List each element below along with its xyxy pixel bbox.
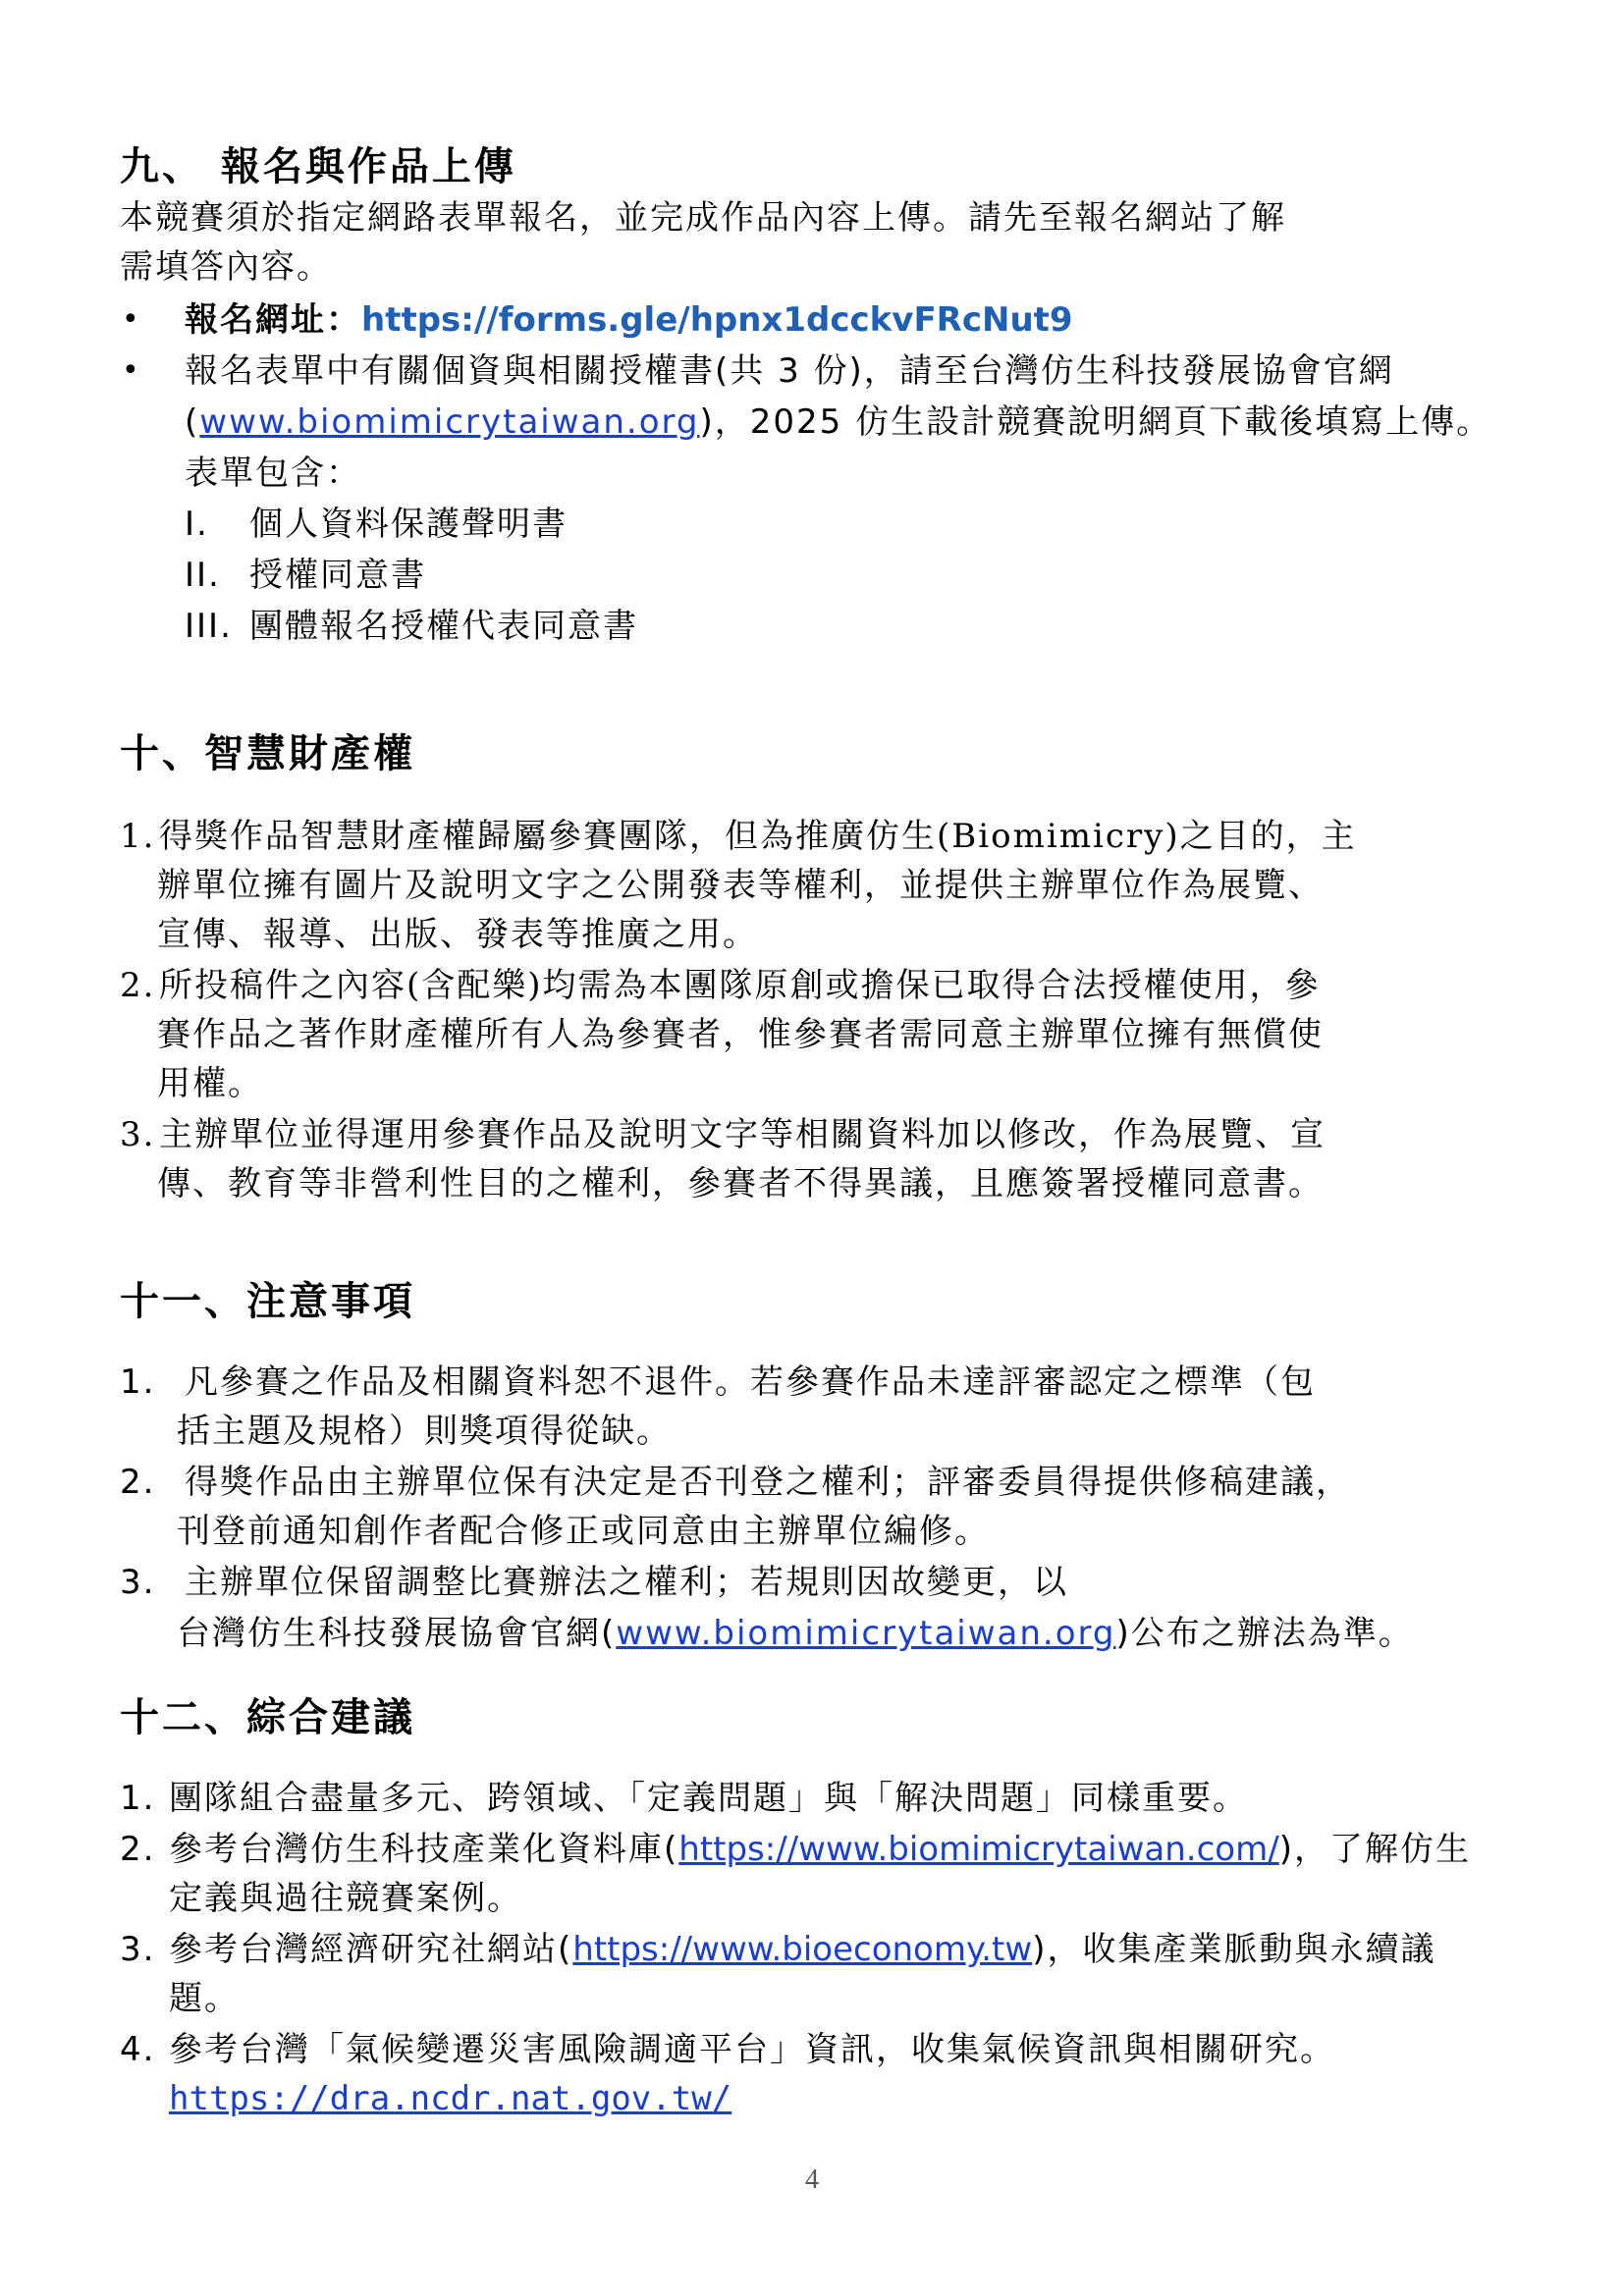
- notice-item-text: )公布之辦法為準。: [1115, 1614, 1414, 1653]
- notice-item-text: 凡參賽之作品及相關資料恕不退件。若參賽作品未達評審認定之標準（包: [185, 1362, 1316, 1402]
- signup-form-link[interactable]: https://forms.gle/hpnx1dcckvFRcNut9: [361, 300, 1073, 340]
- forms-included-label: 表單包含：: [185, 454, 361, 493]
- association-website-link[interactable]: www.biomimicrytaiwan.org: [616, 1614, 1116, 1653]
- list-number: 2.: [120, 1463, 156, 1502]
- bioeconomy-website-link[interactable]: https://www.bioeconomy.tw: [572, 1930, 1033, 1969]
- advice-item-2-line-2: 定義與過往競賽案例。: [169, 1879, 522, 1918]
- biomimicry-database-link[interactable]: https://www.biomimicrytaiwan.com/: [678, 1830, 1279, 1869]
- section-10-title: 十、智慧財產權: [120, 731, 415, 776]
- list-number: 1.: [120, 1779, 156, 1818]
- ip-item-1-line-1: [120, 813, 1357, 860]
- page-number: 4: [805, 2164, 819, 2195]
- form-item-text: 團體報名授權代表同意書: [249, 607, 638, 646]
- ip-item-text: 得獎作品智慧財產權歸屬參賽團隊，但為推廣仿生(Biomimicry)之目的，主: [159, 817, 1357, 856]
- section-12-title: 十二、綜合建議: [120, 1695, 415, 1740]
- advice-item-text: 參考台灣經濟研究社網站(: [169, 1930, 573, 1969]
- ip-item-text: 所投稿件之內容(含配樂)均需為本團隊原創或擔保已取得合法授權使用，參: [159, 966, 1321, 1005]
- notice-item-2-line-1: [120, 1459, 1351, 1506]
- association-website-link[interactable]: www.biomimicrytaiwan.org: [199, 402, 700, 442]
- form-item-text: 授權同意書: [249, 556, 426, 595]
- signup-url-item: [185, 296, 1073, 344]
- form-item-number: III.: [185, 607, 233, 646]
- notice-item-2-line-2: 刊登前通知創作者配合修正或同意由主辦單位編修。: [177, 1512, 990, 1551]
- list-number: 3.: [120, 1930, 156, 1969]
- advice-item-text: 參考台灣仿生科技產業化資料庫(: [169, 1830, 679, 1869]
- bullet-dot: •: [122, 302, 139, 337]
- list-number: 2.: [120, 966, 156, 1005]
- notice-item-text: 台灣仿生科技發展協會官網(: [177, 1614, 617, 1653]
- list-number: 1.: [120, 817, 156, 856]
- ip-item-1-line-3: 宣傳、報導、出版、發表等推廣之用。: [157, 915, 758, 954]
- advice-item-4-line-2: [169, 2075, 731, 2122]
- form-item-text: 個人資料保護聲明書: [249, 505, 568, 544]
- advice-item-text: 團隊組合盡量多元、跨領域、「定義問題」與「解決問題」同樣重要。: [169, 1779, 1248, 1818]
- forms-note-line-2-text: ，2025 仿生設計競賽說明網頁下載後填寫上傳。: [714, 402, 1492, 442]
- form-item-number: I.: [185, 505, 209, 544]
- notice-item-1-line-1: [120, 1359, 1316, 1406]
- advice-item-3-line-2: 題。: [169, 1979, 240, 2018]
- notice-item-text: 得獎作品由主辦單位保有決定是否刊登之權利；評審委員得提供修稿建議，: [185, 1463, 1351, 1502]
- forms-note-line-1: 報名表單中有關個資與相關授權書(共 3 份)，請至台灣仿生科技發展協會官網: [185, 351, 1394, 391]
- section-9-title: 九、 報名與作品上傳: [120, 144, 516, 189]
- list-number: 3.: [120, 1115, 156, 1154]
- advice-item-3-line-1: [120, 1926, 1435, 1973]
- form-item-number: II.: [185, 556, 221, 595]
- ip-item-2-line-1: [120, 962, 1321, 1009]
- ip-item-1-line-2: 辦單位擁有圖片及說明文字之公開發表等權利，並提供主辦單位作為展覽、: [157, 866, 1324, 905]
- ip-item-2-line-3: 用權。: [157, 1064, 263, 1103]
- bullet-dot: •: [122, 353, 139, 388]
- advice-item-2-line-1: [120, 1826, 1471, 1873]
- form-item-3: [185, 603, 638, 650]
- ip-item-text: 主辦單位並得運用參賽作品及說明文字等相關資料加以修改，作為展覽、宣: [159, 1115, 1326, 1154]
- section-9-intro-line-1: 本競賽須於指定網路表單報名，並完成作品內容上傳。請先至報名網站了解: [120, 198, 1286, 238]
- list-number: 4.: [120, 2030, 156, 2069]
- notice-item-3-line-2: [177, 1610, 1414, 1657]
- notice-item-text: 主辦單位保留調整比賽辦法之權利；若規則因故變更，以: [185, 1563, 1068, 1602]
- form-item-2: [185, 552, 426, 599]
- form-item-1: [185, 501, 568, 548]
- advice-item-4-line-1: [120, 2026, 1335, 2073]
- list-number: 1.: [120, 1362, 156, 1402]
- ip-item-3-line-1: [120, 1111, 1326, 1158]
- notice-item-1-line-2: 括主題及規格）則獎項得從缺。: [177, 1412, 672, 1451]
- advice-item-text: )，收集產業脈動與永續議: [1032, 1930, 1436, 1969]
- advice-item-text: 參考台灣「氣候變遷災害風險調適平台」資訊，收集氣候資訊與相關研究。: [169, 2030, 1335, 2069]
- forms-note-line-2: (www.biomimicrytaiwan.org)，2025 仿生設計競賽說明網頁下載後填寫上傳。: [185, 402, 1492, 442]
- climate-platform-link[interactable]: https://dra.ncdr.nat.gov.tw/: [169, 2079, 732, 2118]
- list-number: 3.: [120, 1563, 156, 1602]
- list-number: 2.: [120, 1830, 156, 1869]
- ip-item-3-line-2: 傳、教育等非營利性目的之權利，參賽者不得異議，且應簽署授權同意書。: [157, 1164, 1324, 1203]
- advice-item-text: )，了解仿生: [1278, 1830, 1471, 1869]
- advice-item-1: [120, 1775, 1248, 1822]
- signup-url-label: 報名網址：: [185, 300, 361, 340]
- section-11-title: 十一、注意事項: [120, 1279, 415, 1324]
- notice-item-3-line-1: [120, 1559, 1068, 1606]
- ip-item-2-line-2: 賽作品之著作財產權所有人為參賽者，惟參賽者需同意主辦單位擁有無償使: [157, 1015, 1324, 1054]
- section-9-intro-line-2: 需填答內容。: [120, 247, 332, 287]
